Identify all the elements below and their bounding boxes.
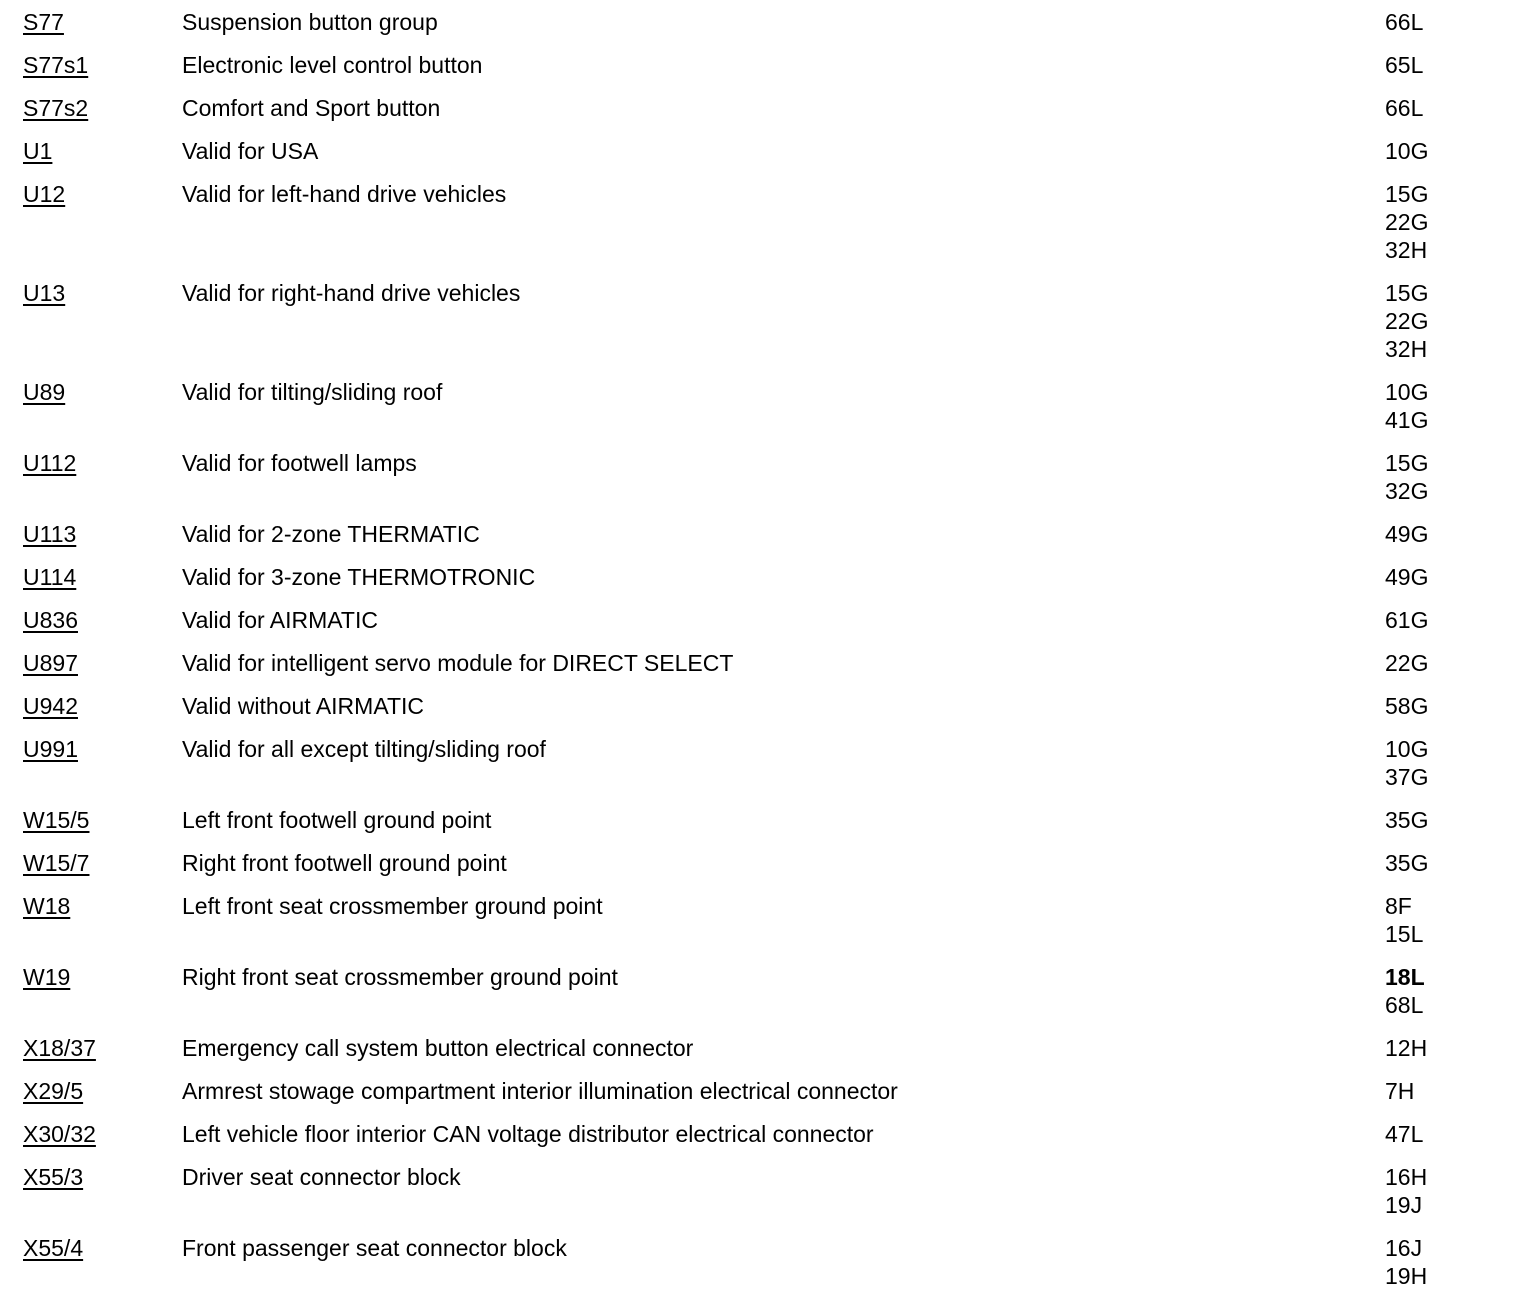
grid-reference: 68L — [1385, 992, 1424, 1018]
legend-row — [0, 1077, 1520, 1120]
component-description: Left front footwell ground point — [182, 807, 492, 833]
component-code-link[interactable]: X29/5 — [23, 1078, 84, 1104]
component-code-link[interactable]: W15/7 — [23, 850, 90, 876]
component-description: Left front seat crossmember ground point — [182, 893, 603, 919]
legend-row — [0, 180, 1520, 279]
legend-row — [0, 649, 1520, 692]
grid-reference-list — [1385, 1234, 1427, 1290]
grid-reference-list — [1385, 1077, 1414, 1105]
legend-row — [0, 892, 1520, 963]
grid-reference-list — [1385, 649, 1428, 677]
component-description: Emergency call system button electrical connector — [182, 1035, 694, 1061]
component-code-link[interactable]: U991 — [23, 736, 78, 762]
grid-reference: 49G — [1385, 521, 1429, 547]
grid-reference: 16J — [1385, 1235, 1423, 1261]
component-description: Front passenger seat connector block — [182, 1235, 567, 1261]
legend-row — [0, 1234, 1520, 1305]
component-description: Valid for 3-zone THERMOTRONIC — [182, 564, 536, 590]
legend-row — [0, 806, 1520, 849]
component-code-link[interactable]: W19 — [23, 964, 71, 990]
grid-reference-list — [1385, 963, 1425, 1019]
grid-reference: 35G — [1385, 807, 1429, 833]
component-description: Valid without AIRMATIC — [182, 693, 425, 719]
grid-reference-list — [1385, 563, 1428, 591]
grid-reference-list — [1385, 520, 1428, 548]
grid-reference: 41G — [1385, 407, 1429, 433]
component-description: Left vehicle floor interior CAN voltage distributor electrical connector — [182, 1121, 874, 1147]
component-code-link[interactable]: X18/37 — [23, 1035, 96, 1061]
component-code-link[interactable]: W18 — [23, 893, 71, 919]
component-code-link[interactable]: U897 — [23, 650, 78, 676]
component-code-link[interactable]: U89 — [23, 379, 66, 405]
grid-reference: 66L — [1385, 9, 1424, 35]
component-code-link[interactable]: X30/32 — [23, 1121, 96, 1147]
grid-reference: 32H — [1385, 336, 1428, 362]
grid-reference: 15L — [1385, 921, 1424, 947]
component-description: Valid for tilting/sliding roof — [182, 379, 443, 405]
grid-reference-list — [1385, 806, 1428, 834]
grid-reference: 19H — [1385, 1263, 1428, 1289]
component-code-link[interactable]: U114 — [23, 564, 77, 590]
component-description: Valid for intelligent servo module for DIRECT SELECT — [182, 650, 734, 676]
grid-reference: 12H — [1385, 1035, 1428, 1061]
grid-reference-list — [1385, 1120, 1423, 1148]
grid-reference-list — [1385, 8, 1423, 36]
component-code-link[interactable]: U13 — [23, 280, 66, 306]
component-description: Right front seat crossmember ground point — [182, 964, 618, 990]
grid-reference: 7H — [1385, 1078, 1415, 1104]
legend-row — [0, 563, 1520, 606]
grid-reference: 19J — [1385, 1192, 1423, 1218]
legend-row — [0, 137, 1520, 180]
legend-row — [0, 520, 1520, 563]
grid-reference: 32H — [1385, 237, 1428, 263]
grid-reference: 66L — [1385, 95, 1424, 121]
grid-reference-list — [1385, 606, 1428, 634]
grid-reference: 47L — [1385, 1121, 1424, 1147]
grid-reference: 15G — [1385, 280, 1429, 306]
component-code-link[interactable]: X55/3 — [23, 1164, 84, 1190]
component-code-link[interactable]: X55/4 — [23, 1235, 84, 1261]
legend-row — [0, 1034, 1520, 1077]
component-code-link[interactable]: S77 — [23, 9, 64, 35]
component-code-link[interactable]: S77s1 — [23, 52, 89, 78]
grid-reference-list — [1385, 137, 1428, 165]
grid-reference-list — [1385, 849, 1428, 877]
legend-row — [0, 692, 1520, 735]
legend-row — [0, 963, 1520, 1034]
component-description: Valid for 2-zone THERMATIC — [182, 521, 480, 547]
grid-reference: 22G — [1385, 650, 1429, 676]
grid-reference-list — [1385, 735, 1428, 791]
legend-row — [0, 51, 1520, 94]
component-description: Valid for all except tilting/sliding roof — [182, 736, 546, 762]
grid-reference-list — [1385, 449, 1428, 505]
component-legend-table — [0, 8, 1520, 1305]
grid-reference-list — [1385, 94, 1423, 122]
legend-row — [0, 735, 1520, 806]
legend-row — [0, 378, 1520, 449]
grid-reference: 49G — [1385, 564, 1429, 590]
component-description: Suspension button group — [182, 9, 438, 35]
legend-row — [0, 94, 1520, 137]
component-code-link[interactable]: S77s2 — [23, 95, 89, 121]
grid-reference: 10G — [1385, 736, 1429, 762]
component-description: Valid for AIRMATIC — [182, 607, 378, 633]
grid-reference: 10G — [1385, 138, 1429, 164]
grid-reference-list — [1385, 692, 1428, 720]
component-description: Right front footwell ground point — [182, 850, 507, 876]
component-description: Comfort and Sport button — [182, 95, 441, 121]
component-code-link[interactable]: U836 — [23, 607, 78, 633]
grid-reference: 8F — [1385, 893, 1412, 919]
component-code-link[interactable]: W15/5 — [23, 807, 90, 833]
grid-reference: 61G — [1385, 607, 1429, 633]
grid-reference: 15G — [1385, 181, 1429, 207]
legend-row — [0, 849, 1520, 892]
component-description: Driver seat connector block — [182, 1164, 461, 1190]
grid-reference: 15G — [1385, 450, 1429, 476]
legend-row — [0, 449, 1520, 520]
component-description: Valid for right-hand drive vehicles — [182, 280, 521, 306]
grid-reference: 58G — [1385, 693, 1429, 719]
legend-row — [0, 279, 1520, 378]
grid-reference: 35G — [1385, 850, 1429, 876]
grid-reference-list — [1385, 51, 1423, 79]
grid-reference: 37G — [1385, 764, 1429, 790]
component-code-link[interactable]: U112 — [23, 450, 77, 476]
grid-reference-list — [1385, 892, 1423, 948]
legend-row — [0, 1120, 1520, 1163]
component-code-link[interactable]: U113 — [23, 521, 77, 547]
grid-reference: 65L — [1385, 52, 1424, 78]
grid-reference: 16H — [1385, 1164, 1428, 1190]
component-description: Electronic level control button — [182, 52, 483, 78]
component-code-link[interactable]: U1 — [23, 138, 53, 164]
grid-reference: 22G — [1385, 308, 1429, 334]
grid-reference-list — [1385, 1163, 1427, 1219]
grid-reference-list — [1385, 180, 1428, 264]
legend-row — [0, 606, 1520, 649]
grid-reference: 18L — [1385, 964, 1425, 990]
grid-reference: 32G — [1385, 478, 1429, 504]
component-description: Valid for left-hand drive vehicles — [182, 181, 507, 207]
component-description: Armrest stowage compartment interior illumination electrical connector — [182, 1078, 898, 1104]
grid-reference: 22G — [1385, 209, 1429, 235]
grid-reference: 10G — [1385, 379, 1429, 405]
grid-reference-list — [1385, 1034, 1427, 1062]
component-description: Valid for footwell lamps — [182, 450, 417, 476]
legend-row — [0, 8, 1520, 51]
grid-reference-list — [1385, 378, 1428, 434]
legend-row — [0, 1163, 1520, 1234]
component-code-link[interactable]: U12 — [23, 181, 66, 207]
component-description: Valid for USA — [182, 138, 319, 164]
grid-reference-list — [1385, 279, 1428, 363]
component-code-link[interactable]: U942 — [23, 693, 78, 719]
